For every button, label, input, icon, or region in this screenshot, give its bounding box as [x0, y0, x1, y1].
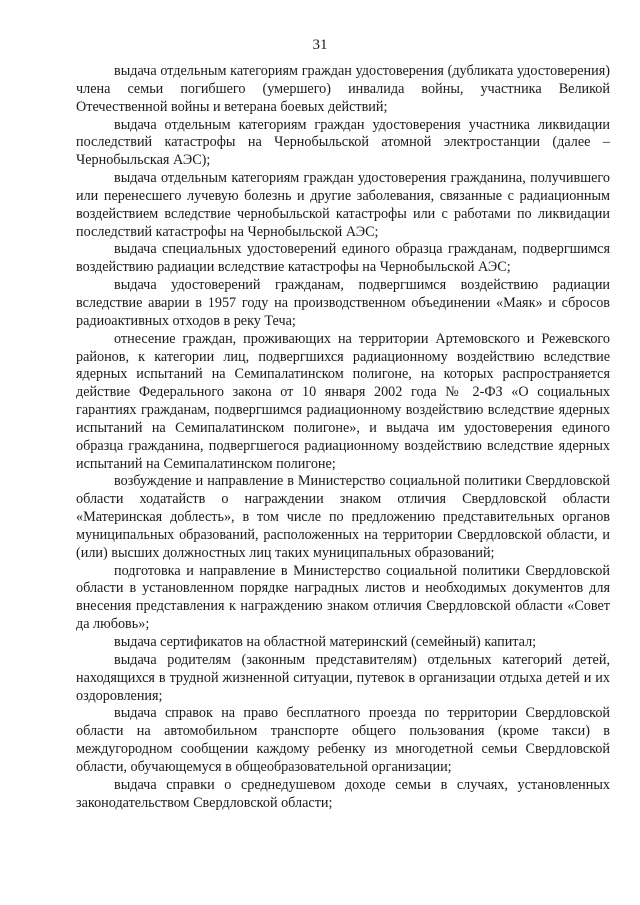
- page-number: 31: [312, 37, 328, 53]
- list-item-free-travel-certificate: выдача справок на право бесплатного проезда по территории Свердловской области на автомобильном транспорте общего пользования (кроме такси) в междугородном сообщении каждому ребенку из многодетной семьи Свердловской области, обучающемуся в общеобразовательной организации;: [76, 705, 610, 775]
- list-item-special-certificate-chernobyl: выдача специальных удостоверений единого образца гражданам, подвергшимся воздействию радиации вследствие катастрофы на Чернобыльской АЭС;: [76, 241, 610, 276]
- list-item-semipalatinsk-category: отнесение граждан, проживающих на территории Артемовского и Режевского районов, к категории лиц, подвергшихся радиационному воздействию вследствие ядерных испытаний на Семипалатинском полигоне, на которых распространяется действие Федерального закона от 10 января 2002 года № 2-ФЗ «О социальных гарантиях гражданам, подвергшимся радиационному воздействию вследствие ядерных испытаний на Семипалатинском полигоне», и выдача им удостоверения единого образца гражданина, подвергшегося радиационному воздействию вследствие ядерных испытаний на Семипалатинском полигоне;: [76, 330, 610, 472]
- list-item-maternity-capital-certificate: выдача сертификатов на областной материнский (семейный) капитал;: [114, 634, 537, 650]
- list-item-maternal-valor-petition: возбуждение и направление в Министерство социальной политики Свердловской области ходатайств о награждении знаком отличия Свердловской области «Материнская доблесть», в том числе по предложению представительных органов муниципальных образований, расположенных на территории Свердловской области, и (или) высших должностных лиц таких муниципальных образований;: [76, 473, 610, 561]
- list-item-certificate-mayak: выдача удостоверений гражданам, подвергшимся воздействию радиации вследствие аварии в 1957 году на производственном объединении «Маяк» и сбросов радиоактивных отходов в реку Теча;: [76, 277, 610, 329]
- document-body: [76, 63, 610, 812]
- list-item-sovet-da-lyubov-award: подготовка и направление в Министерство социальной политики Свердловской области в установленном порядке наградных листов и необходимых документов для внесения представления к награждению знаком отличия Свердловской области «Совет да любовь»;: [76, 562, 610, 633]
- list-item-children-recreation-vouchers: выдача родителям (законным представителям) отдельных категорий детей, находящихся в трудной жизненной ситуации, путевок в организации отдыха детей и их оздоровления;: [76, 651, 610, 704]
- list-item-income-certificate: выдача справки о среднедушевом доходе семьи в случаях, установленных законодательством Свердловской области;: [76, 776, 610, 811]
- list-item-certificate-chernobyl-liquidator: выдача отдельным категориям граждан удостоверения участника ликвидации последствий катастрофы на Чернобыльской атомной электростанции (далее – Чернобыльская АЭС);: [76, 116, 610, 169]
- list-item-certificate-radiation-illness: выдача отдельным категориям граждан удостоверения гражданина, получившего или перенесшего лучевую болезнь и другие заболевания, связанные с радиационным воздействием вследствие чернобыльской катастрофы или с работами по ликвидации последствий катастрофы на Чернобыльской АЭС;: [76, 170, 610, 240]
- list-item-certificate-family-member: выдача отдельным категориям граждан удостоверения (дубликата удостоверения) члена семьи погибшего (умершего) инвалида войны, участника Великой Отечественной войны и ветерана боевых действий;: [76, 63, 610, 115]
